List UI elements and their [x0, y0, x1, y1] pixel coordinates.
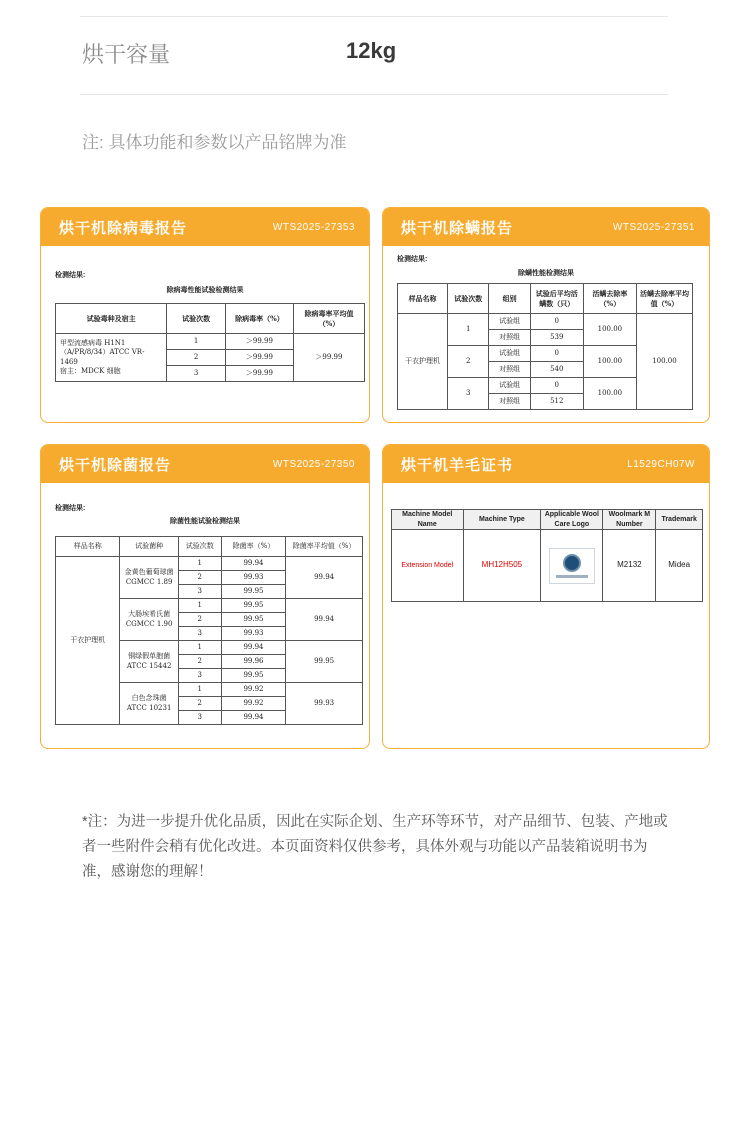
bacteria-count-1-1: 1	[178, 557, 221, 571]
bacteria-report-card	[40, 444, 370, 749]
bacteria-average-3: 99.95	[286, 641, 363, 683]
mite-result-label: 检测结果:	[397, 256, 428, 263]
virus-count-2: 2	[167, 350, 226, 366]
bacteria-report-title: 烘干机除菌报告	[59, 456, 172, 474]
mite-test-group-1: 试验组	[489, 314, 530, 330]
bacteria-header-strain: 试验菌种	[120, 537, 178, 557]
wool-header-logo: Applicable Wool Care Logo	[541, 510, 603, 530]
wool-header-type: Machine Type	[463, 510, 541, 530]
mite-test-group-3: 试验组	[489, 378, 530, 394]
mite-header-average: 活螨去除率平均值（%）	[636, 284, 692, 314]
virus-strain: 甲型流感病毒 H1N1（A/PR/8/34）ATCC VR-1469	[60, 339, 145, 366]
bacteria-strain-2: 大肠埃希氏菌 CGMCC 1.90	[120, 599, 178, 641]
bacteria-count-2-1: 1	[178, 599, 221, 613]
bacteria-rate-1-3: 99.95	[221, 585, 285, 599]
mite-test-value-3: 0	[530, 378, 583, 394]
woolmark-logo-icon	[549, 548, 595, 584]
mite-header-count: 试验次数	[448, 284, 489, 314]
bacteria-report-code: WTS2025-27350	[272, 458, 355, 470]
bacteria-strain-4: 白色念珠菌 ATCC 10231	[120, 683, 178, 725]
bacteria-rate-3-2: 99.96	[221, 655, 285, 669]
mite-count-3: 3	[448, 378, 489, 410]
bacteria-rate-3-3: 99.95	[221, 669, 285, 683]
virus-count-3: 3	[167, 366, 226, 382]
mite-control-value-1: 539	[530, 330, 583, 346]
mite-report-title: 烘干机除螨报告	[401, 219, 514, 237]
virus-table	[55, 303, 365, 382]
woolmark-caption-bar	[556, 575, 588, 578]
bacteria-rate-4-3: 99.94	[221, 711, 285, 725]
mite-table-title: 除螨性能检测结果	[518, 270, 574, 277]
bacteria-rate-2-2: 99.95	[221, 613, 285, 627]
footnote: *注：为进一步提升优化品质，因此在实际企划、生产环等环节，对产品细节、包装、产地或者一些附件会稍有优化改进。本页面资料仅供参考，具体外观与功能以产品装箱说明书为准，感谢您的理解！	[82, 814, 668, 880]
wool-type: MH12H505	[463, 530, 541, 602]
wool-table	[391, 509, 703, 602]
wool-header-trademark: Trademark	[656, 510, 703, 530]
spec-divider	[80, 94, 668, 95]
bacteria-count-3-2: 2	[178, 655, 221, 669]
bacteria-rate-3-1: 99.94	[221, 641, 285, 655]
bacteria-count-4-1: 1	[178, 683, 221, 697]
wool-certificate-title: 烘干机羊毛证书	[401, 456, 514, 474]
wool-certificate-card	[382, 444, 710, 749]
virus-host: 宿主：MDCK 细胞	[60, 366, 121, 375]
mite-count-1: 1	[448, 314, 489, 346]
bacteria-count-4-2: 2	[178, 697, 221, 711]
mite-rate-2: 100.00	[583, 346, 636, 378]
virus-report-header	[41, 208, 369, 246]
mite-average: 100.00	[636, 314, 692, 410]
mite-test-value-1: 0	[530, 314, 583, 330]
wool-m-number: M2132	[603, 530, 656, 602]
bacteria-header-rate: 除菌率（%）	[221, 537, 285, 557]
wool-header-number: Woolmark M Number	[603, 510, 656, 530]
virus-rate-1: ＞99.99	[225, 334, 293, 350]
mite-test-value-2: 0	[530, 346, 583, 362]
virus-strain-cell	[56, 334, 167, 382]
spec-label: 烘干容量	[82, 42, 171, 67]
wool-certificate-code: L1529CH07W	[627, 458, 695, 470]
wool-model: Extension Model	[392, 530, 464, 602]
virus-header-average: 除病毒率平均值（%）	[293, 304, 364, 334]
bacteria-rate-2-1: 99.95	[221, 599, 285, 613]
mite-header-mites: 试验后平均活螨数（只）	[530, 284, 583, 314]
virus-result-label: 检测结果:	[55, 272, 86, 279]
virus-table-title: 除病毒性能试验检测结果	[166, 287, 244, 294]
mite-report-card	[382, 207, 710, 423]
bacteria-count-3-1: 1	[178, 641, 221, 655]
top-divider	[80, 16, 668, 17]
bacteria-result-label: 检测结果:	[55, 505, 86, 512]
bacteria-rate-4-2: 99.92	[221, 697, 285, 711]
bacteria-header-count: 试验次数	[178, 537, 221, 557]
mite-control-group-1: 对照组	[489, 330, 530, 346]
virus-average: ＞99.99	[293, 334, 364, 382]
virus-rate-3: ＞99.99	[225, 366, 293, 382]
virus-report-card	[40, 207, 370, 423]
mite-count-2: 2	[448, 346, 489, 378]
virus-report-code: WTS2025-27353	[272, 221, 355, 233]
mite-rate-3: 100.00	[583, 378, 636, 410]
bacteria-rate-4-1: 99.92	[221, 683, 285, 697]
mite-sample: 干衣护理机	[398, 314, 448, 410]
mite-report-code: WTS2025-27351	[612, 221, 695, 233]
bacteria-rate-1-1: 99.94	[221, 557, 285, 571]
bacteria-average-2: 99.94	[286, 599, 363, 641]
bacteria-table	[55, 536, 363, 725]
mite-control-value-2: 540	[530, 362, 583, 378]
mite-report-header	[383, 208, 709, 246]
bacteria-count-4-3: 3	[178, 711, 221, 725]
wool-trademark: Midea	[656, 530, 703, 602]
mite-header-rate: 活螨去除率（%）	[583, 284, 636, 314]
wool-header-model: Machine Model Name	[392, 510, 464, 530]
bacteria-report-header	[41, 445, 369, 483]
virus-report-title: 烘干机除病毒报告	[59, 219, 188, 237]
bacteria-sample: 干衣护理机	[56, 557, 120, 725]
woolmark-symbol	[563, 554, 581, 572]
bacteria-average-4: 99.93	[286, 683, 363, 725]
bacteria-count-1-3: 3	[178, 585, 221, 599]
bacteria-count-1-2: 2	[178, 571, 221, 585]
wool-certificate-header	[383, 445, 709, 483]
bacteria-count-2-3: 3	[178, 627, 221, 641]
bacteria-rate-1-2: 99.93	[221, 571, 285, 585]
mite-header-sample: 样品名称	[398, 284, 448, 314]
bacteria-header-sample: 样品名称	[56, 537, 120, 557]
bacteria-average-1: 99.94	[286, 557, 363, 599]
spec-note: 注: 具体功能和参数以产品铭牌为准	[82, 133, 347, 152]
wool-logo-cell	[541, 530, 603, 602]
virus-count-1: 1	[167, 334, 226, 350]
virus-header-rate: 除病毒率（%）	[225, 304, 293, 334]
bacteria-table-title: 除菌性能试验检测结果	[170, 518, 240, 525]
virus-rate-2: ＞99.99	[225, 350, 293, 366]
bacteria-header-average: 除菌率平均值（%）	[286, 537, 363, 557]
mite-table	[397, 283, 693, 410]
bacteria-count-2-2: 2	[178, 613, 221, 627]
mite-control-group-3: 对照组	[489, 394, 530, 410]
mite-test-group-2: 试验组	[489, 346, 530, 362]
virus-header-strain: 试验毒种及宿主	[56, 304, 167, 334]
spec-value: 12kg	[346, 38, 397, 63]
mite-header-group: 组别	[489, 284, 530, 314]
bacteria-count-3-3: 3	[178, 669, 221, 683]
bacteria-strain-1: 金黄色葡萄球菌 CGMCC 1.89	[120, 557, 178, 599]
bacteria-rate-2-3: 99.93	[221, 627, 285, 641]
virus-header-count: 试验次数	[167, 304, 226, 334]
bacteria-strain-3: 铜绿假单胞菌 ATCC 15442	[120, 641, 178, 683]
mite-control-group-2: 对照组	[489, 362, 530, 378]
mite-control-value-3: 512	[530, 394, 583, 410]
mite-rate-1: 100.00	[583, 314, 636, 346]
